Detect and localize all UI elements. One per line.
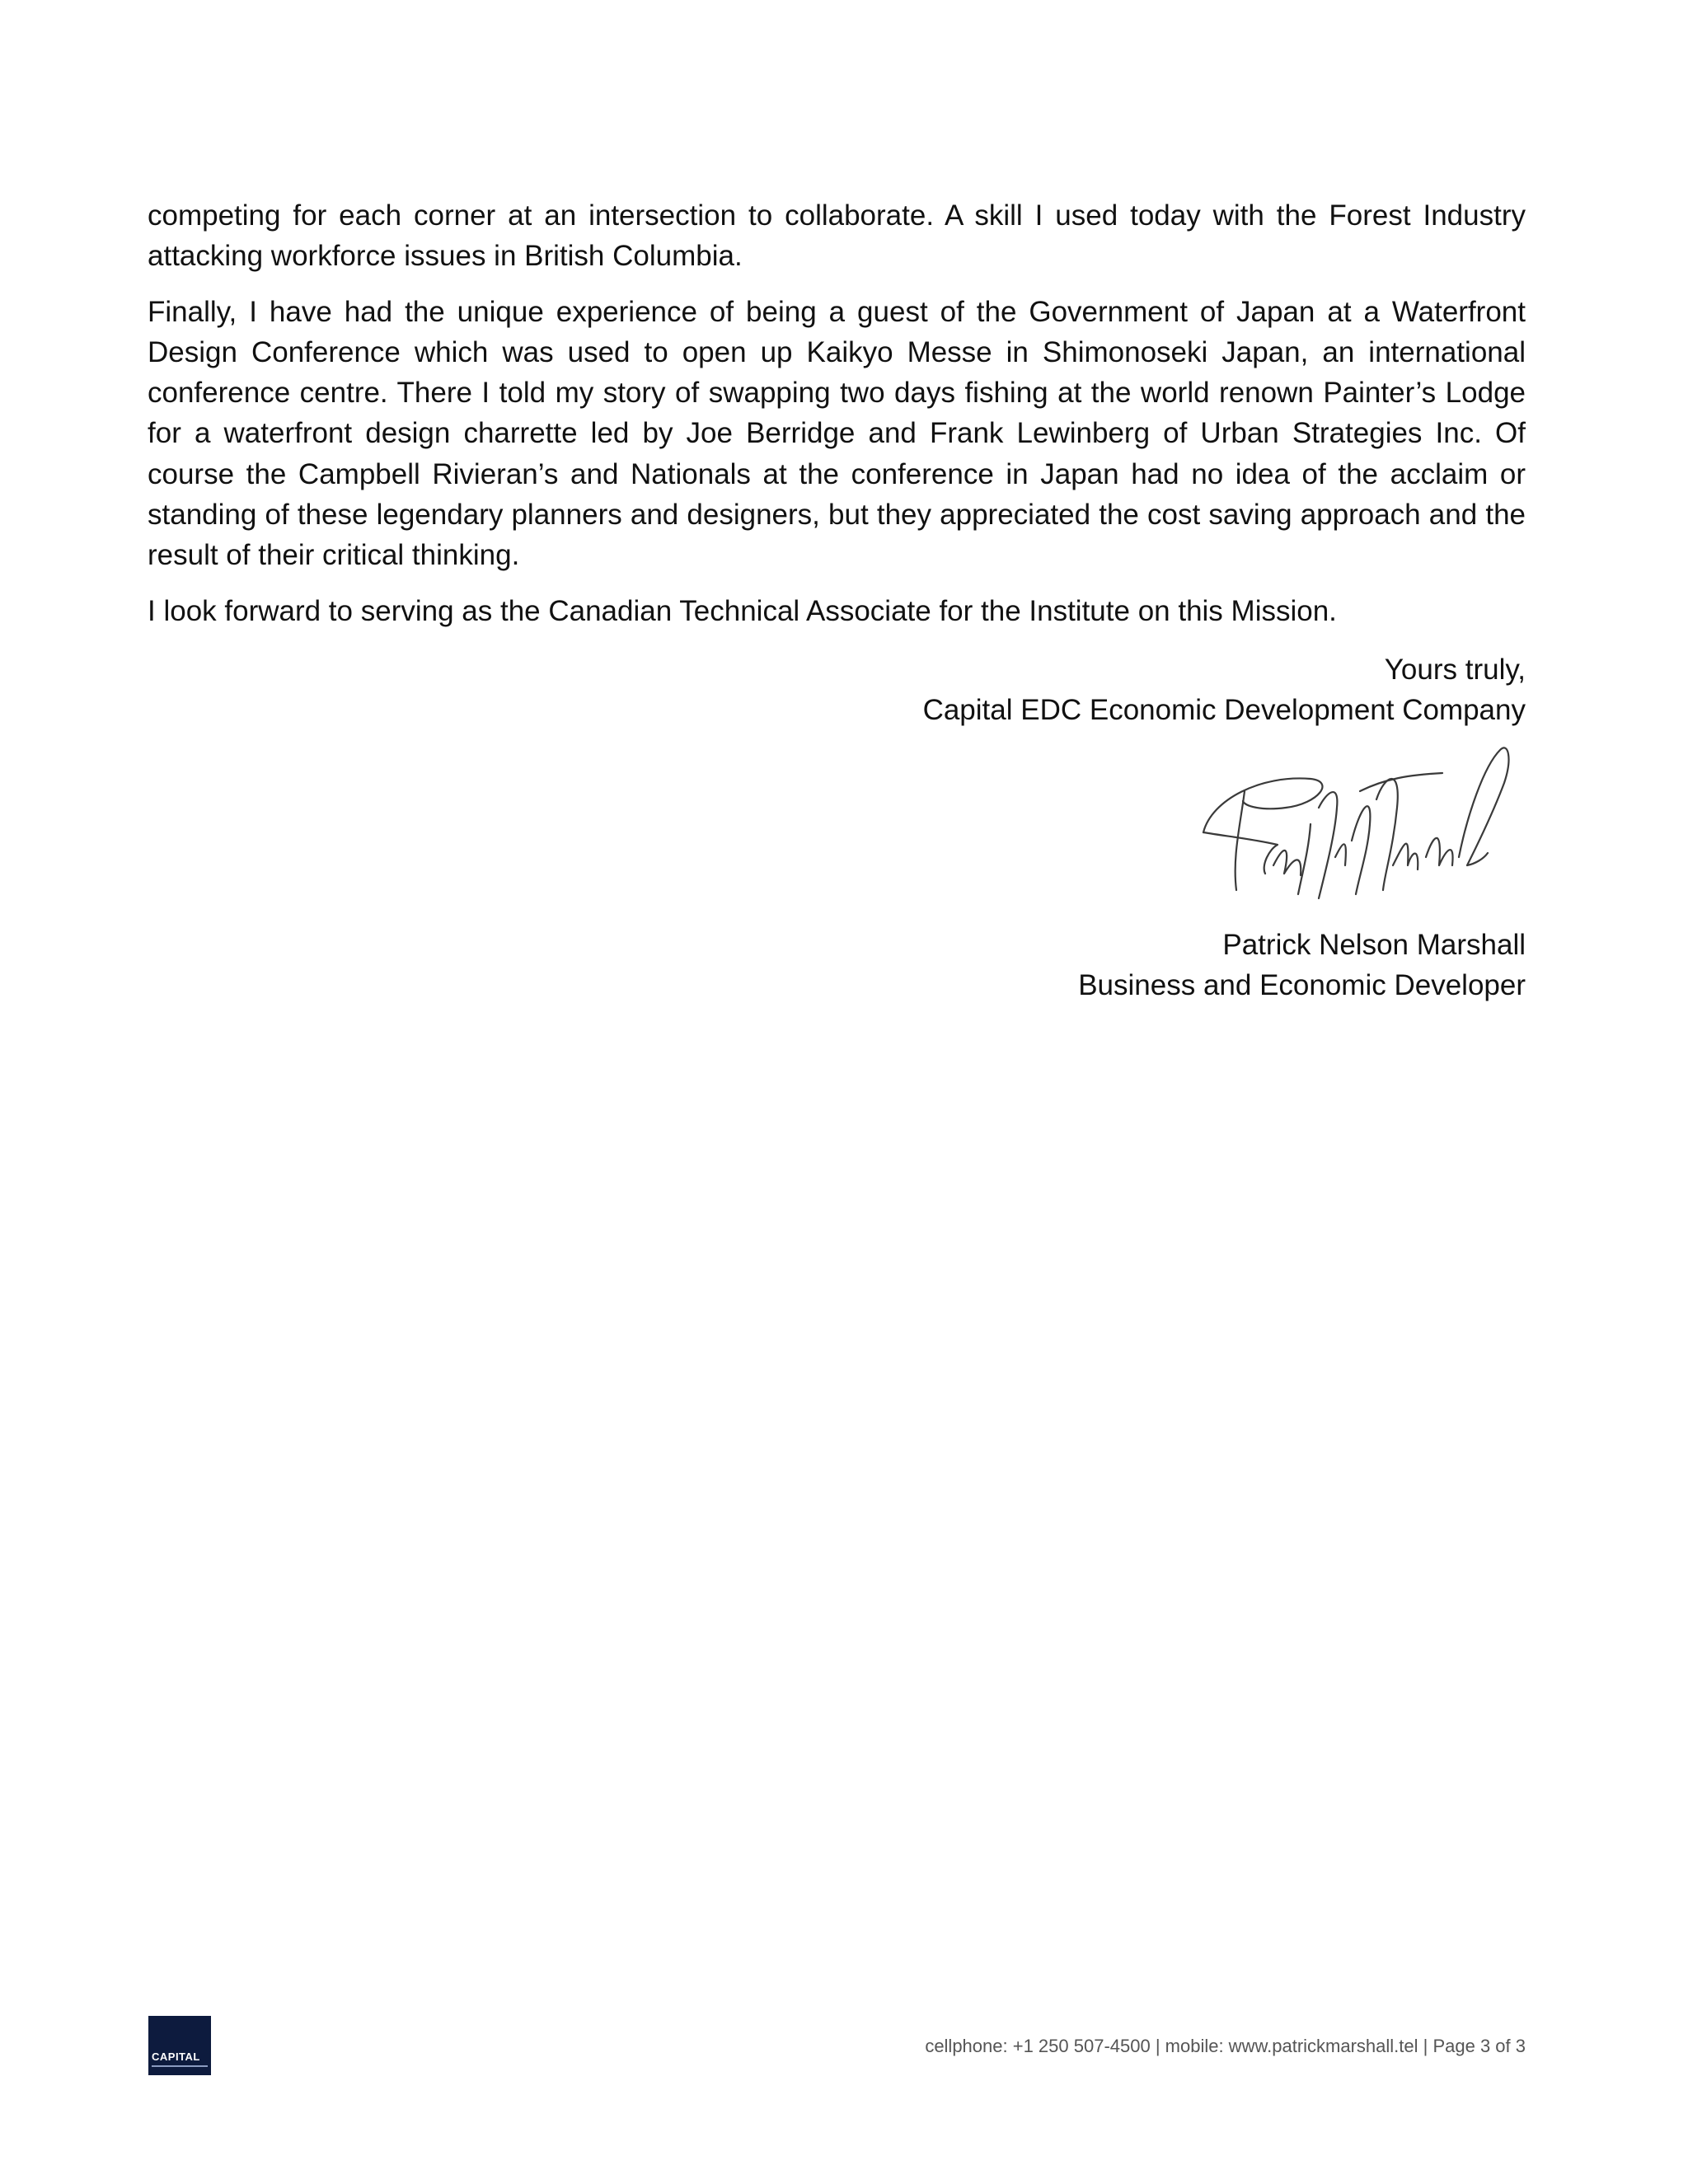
signature-icon	[1195, 742, 1517, 907]
signer-name: Patrick Nelson Marshall	[1222, 929, 1526, 961]
signer-title: Business and Economic Developer	[1078, 969, 1526, 1002]
paragraph-japan-conference: Finally, I have had the unique experience of being a guest of the Government of Japan at a Waterfront Design Conference which was used to open up Kaikyo Messe in Shimonoseki Japan, an international conference centre. There I told my story of swapping two days fishing at the world renown Painter’s Lodge for a waterfront design charrette led by Joe Berridge and Frank Lewinberg of Urban Strategies Inc. Of course the Campbell Rivieran’s and Nationals at the conference in Japan had no idea of the acclaim or standing of these legendary planners and designers, but they appreciated the cost saving approach and the result of their critical thinking.	[148, 295, 1526, 572]
logo-rule	[152, 2065, 208, 2067]
capital-logo-icon	[148, 2016, 211, 2075]
letter-body	[148, 195, 1526, 646]
closing-salutation: Yours truly,	[1384, 654, 1526, 686]
closing-block	[923, 649, 1526, 731]
logo-text: CAPITAL	[152, 2050, 200, 2063]
company-name: Capital EDC Economic Development Company	[922, 694, 1526, 727]
signer-block	[1078, 925, 1526, 1006]
paragraph-closing-statement: I look forward to serving as the Canadian Technical Associate for the Institute on this Mission.	[148, 594, 1337, 627]
paragraph-continuation: competing for each corner at an intersection to collaborate. A skill I used today with the Forest Industry attacking workforce issues in British Columbia.	[148, 199, 1526, 273]
footer-contact-line: cellphone: +1 250 507-4500 | mobile: www.patrickmarshall.tel | Page 3 of 3	[925, 2036, 1526, 2056]
